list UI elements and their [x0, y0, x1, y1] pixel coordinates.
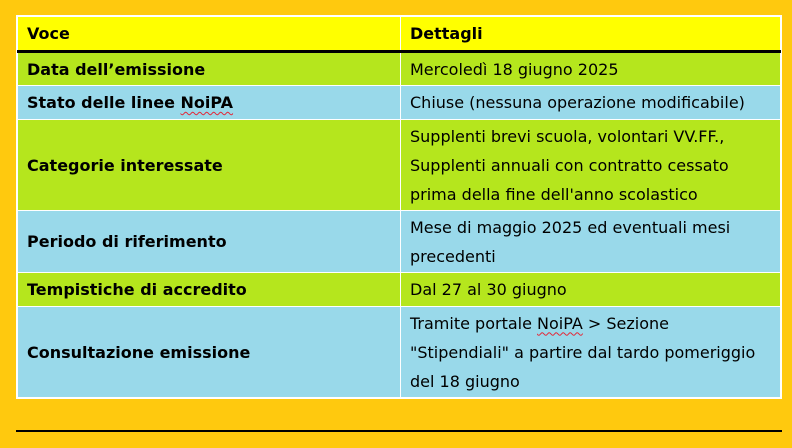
spellcheck-flagged-word: NoiPA: [180, 93, 234, 112]
value-line-text: > Sezione: [582, 313, 669, 333]
value-line-text: Tramite portale: [410, 313, 538, 333]
table-row-tempistiche: [18, 273, 781, 307]
info-table: [17, 16, 781, 398]
row-value-periodo: [401, 211, 781, 273]
row-key-stato-linee-text: Stato delle linee: [27, 93, 181, 112]
value-line: Mese di maggio 2025 ed eventuali mesi: [410, 217, 731, 237]
bottom-divider: [16, 430, 782, 432]
row-value-stato-linee: Chiuse (nessuna operazione modificabile): [401, 86, 781, 120]
value-line: "Stipendiali" a partire dal tardo pomeriggio: [410, 342, 756, 362]
value-line: Supplenti annuali con contratto cessato: [410, 155, 729, 175]
table-row-categorie: [18, 120, 781, 211]
row-value-data-emissione: Mercoledì 18 giugno 2025: [401, 52, 781, 86]
value-line: prima della fine dell'anno scolastico: [410, 184, 698, 204]
row-value-consultazione: [401, 307, 781, 398]
table-row-periodo: [18, 211, 781, 273]
table-row-stato-linee: [18, 86, 781, 120]
row-key-data-emissione: Data dell’emissione: [18, 52, 401, 86]
value-line: [410, 309, 771, 338]
row-value-tempistiche: Dal 27 al 30 giugno: [401, 273, 781, 307]
row-key-stato-linee: [18, 86, 401, 120]
value-line: precedenti: [410, 246, 496, 266]
value-line: Supplenti brevi scuola, volontari VV.FF.,: [410, 126, 725, 146]
table-header-row: [18, 17, 781, 52]
row-key-consultazione: Consultazione emissione: [18, 307, 401, 398]
value-line: del 18 giugno: [410, 371, 520, 391]
row-key-categorie: Categorie interessate: [18, 120, 401, 211]
header-dettagli: Dettagli: [401, 17, 781, 52]
row-key-tempistiche: Tempistiche di accredito: [18, 273, 401, 307]
row-value-categorie: [401, 120, 781, 211]
spellcheck-flagged-word: NoiPA: [537, 313, 583, 333]
table-row-data-emissione: [18, 52, 781, 86]
row-key-periodo: Periodo di riferimento: [18, 211, 401, 273]
header-voce: Voce: [18, 17, 401, 52]
info-table-frame: [16, 15, 782, 399]
table-row-consultazione: [18, 307, 781, 398]
